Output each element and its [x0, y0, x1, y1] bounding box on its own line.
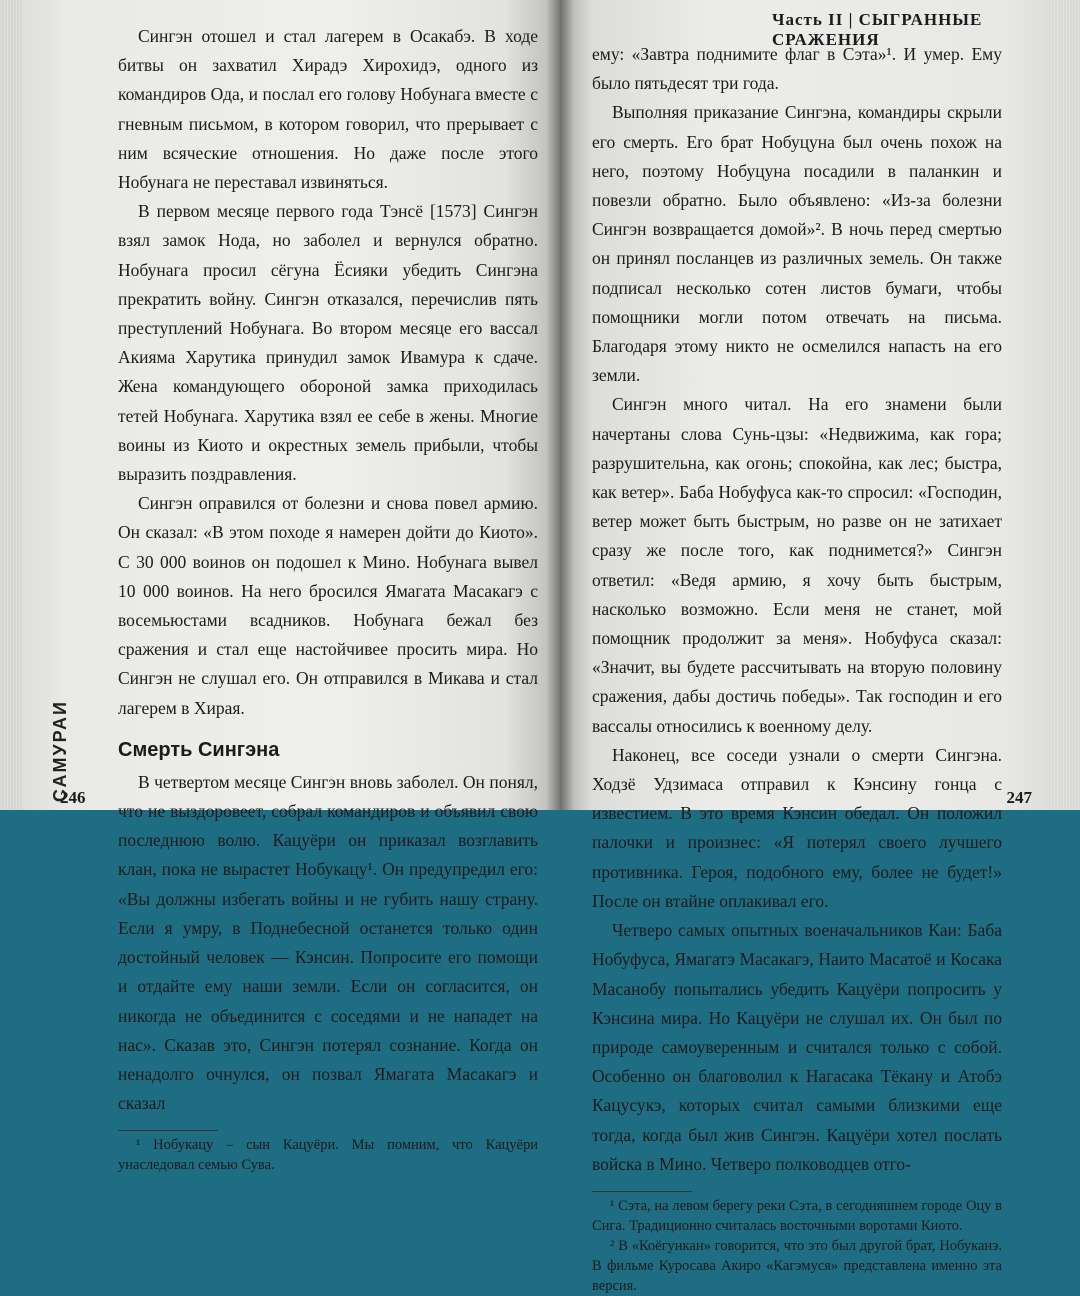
- left-paragraph-1: Сингэн отошел и стал лагерем в Осакабэ. В ходе битвы он захватил Хирадэ Хирохидэ, одного из командиров Ода, и послал его голову Нобунага вместе с гневным письмом, в котором говорил, что прерывает с ним всяческие отношения. Но даже после этого Нобунага не переставал извиняться.: [118, 26, 538, 193]
- left-page-number: 246: [60, 788, 86, 807]
- right-paragraph-4: Наконец, все соседи узнали о смерти Сингэна. Ходзё Удзимаса отправил к Кэнсину гонца с известием. В это время Кэнсин обедал. Он положил палочки и произнес: «Я потерял своего лучшего противника. Героя, подобного ему, более не будет!» После он втайне оплакивал его.: [592, 744, 1002, 911]
- right-paragraph-5: Четверо самых опытных военачальников Каи: Баба Нобуфуса, Ямагатэ Масакагэ, Наито Масатоё и Косака Масанобу попытались убедить Кацуёри попросить у Кэнсина мира. Но Кацуёри не слушал их. Он был по природе самоуверенным и считался только с собой. Особенно он благоволил к Нагасака Тёкану и Атобэ Кацусукэ, которых считал самыми близкими еще тогда, когда был жив Сингэн. Кацуёри хотел послать войска в Мино. Четверо полководцев отго-: [592, 920, 1002, 1174]
- right-paragraph-3: Сингэн много читал. На его знамени были начертаны слова Сунь-цзы: «Недвижима, как гора; разрушительна, как огонь; спокойна, как лес; быстра, как ветер». Баба Нобуфуса как-то спросил: «Господин, ветер может быть быстрым, но разве он не затихает сразу же после того, как поднимется?» Сингэн ответил: «Ведя армию, я хочу быть быстрым, насколько возможно. Если меня не станет, мой помощник продолжит за меня». Нобуфуса сказал: «Значит, вы будете рассчитывать на вторую половину сражения, дабы достичь победы». Так господин и его вассалы относились к военному делу.: [592, 394, 1002, 736]
- footnote-divider: [592, 1191, 692, 1192]
- right-paragraph-1: ему: «Завтра поднимите флаг в Сэта»¹. И умер. Ему было пятьдесят три года.: [592, 44, 1002, 94]
- right-paragraph-2: Выполняя приказание Сингэна, командиры скрыли его смерть. Его брат Нобуцуна был очень похож на него, поэтому Нобуцуна посадили в паланкин и повезли обратно. Было объявлено: «Из-за болезни Сингэн возвращается домой»². В ночь перед смертью он принял посланцев из различных земель. Он также подписал несколько сотен листов бумаги, чтобы помощники могли потом отвечать на письма. Благодаря этому никто не осмелился напасть на его земли.: [592, 102, 1002, 386]
- right-page-number: 247: [1006, 788, 1032, 807]
- running-head: Часть II | СЫГРАННЫЕ СРАЖЕНИЯ: [772, 10, 983, 49]
- book-gutter: [546, 0, 574, 810]
- left-paragraph-3: Сингэн оправился от болезни и снова повел армию. Он сказал: «В этом походе я намерен дойти до Киото». С 30 000 воинов он подошел к Мино. Нобунага вывел 10 000 воинов. На него бросился Ямагата Масакагэ с восемьюстами всадников. Нобунага бежал без сражения и стал еще настойчивее просить мира. Но Сингэн не слушал его. Он отправился в Микава и стал лагерем в Хирая.: [118, 493, 538, 718]
- right-text-column: [592, 40, 1002, 1296]
- right-footnote-2: ² В «Коёгункан» говорится, что это был другой брат, Нобуканэ. В фильме Куросава Акиро «Кагэмуся» представлена именно эта версия.: [592, 1237, 1002, 1294]
- right-page: [560, 0, 1080, 1294]
- left-footnote: ¹ Нобукацу – сын Кацуёри. Мы помним, что Кацуёри унаследовал семью Сува.: [118, 1137, 538, 1174]
- page-edges-right: [1050, 0, 1080, 810]
- side-tab-book-title: САМУРАИ: [50, 700, 70, 803]
- section-heading: Смерть Сингэна: [118, 738, 280, 761]
- left-paragraph-4: В четвертом месяце Сингэн вновь заболел. Он понял, что не выздоровеет, собрал командиров и объявил свою последнюю волю. Кацуёри он приказал возглавить клан, пока не вырастет Нобукацу¹. Он предупредил его: «Вы должны избегать войны и не губить нашу страну. Если я умру, в Поднебесной останется только один достойный человек — Кэнсин. Попросите его помощи и отдайте ему наши земли. Если он согласится, он никогда не объединится с соседями и не нападет на нас». Сказав это, Сингэн потерял сознание. Когда он ненадолго очнулся, он позвал Ямагата Масакагэ и сказал: [118, 771, 538, 1114]
- page-edges-left: [0, 0, 22, 810]
- left-paragraph-2: В первом месяце первого года Тэнсё [1573] Сингэн взял замок Нода, но заболел и вернулся обратно. Нобунага просил сёгуна Ёсияки убедить Сингэна прекратить войну. Сингэн отказался, перечислив пять преступлений Нобунага. Во втором месяце его вассал Акияма Харутика принудил замок Ивамура к сдаче. Жена командующего обороной замка приходилась тетей Нобунага. Харутика взял ее себе в жены. Многие воины из Киото и окрестных земель прибыли, чтобы выразить поздравления.: [118, 201, 538, 485]
- left-text-column: [118, 22, 538, 1175]
- left-page: [0, 0, 560, 1174]
- right-footnote-1: ¹ Сэта, на левом берегу реки Сэта, в сегодняшнем городе Оцу в Сига. Традиционно считалась восточными воротами Киото.: [592, 1197, 1002, 1234]
- footnote-divider: [118, 1130, 218, 1131]
